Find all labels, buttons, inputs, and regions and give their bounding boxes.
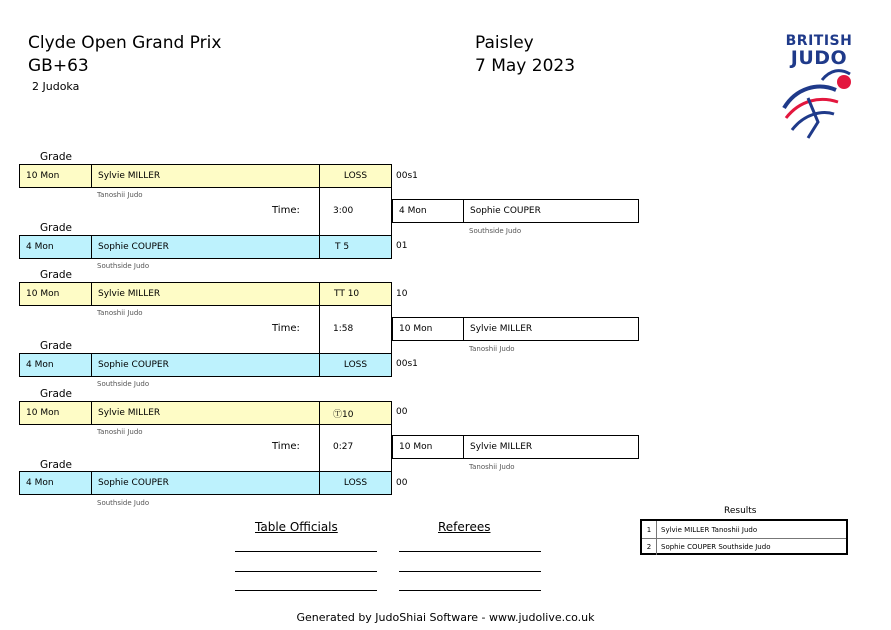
logo-line2: JUDO <box>790 47 848 69</box>
winner-club: Southside Judo <box>469 227 522 235</box>
result-place: 1 <box>642 521 657 538</box>
white-score-code: 10 <box>396 289 408 299</box>
blue-score-code: 00s1 <box>396 359 418 369</box>
bracket-line <box>319 306 320 353</box>
event-date: 7 May 2023 <box>475 56 576 76</box>
event-title: Clyde Open Grand Prix <box>28 33 222 53</box>
grade-label: Grade <box>40 222 73 234</box>
signature-line <box>399 571 541 572</box>
winner-name: Sylvie MILLER <box>463 317 639 341</box>
result-place: 2 <box>642 538 657 555</box>
white-grade: 10 Mon <box>19 164 92 188</box>
logo-line1: BRITISH <box>785 33 853 49</box>
table-officials-label: Table Officials <box>255 520 338 534</box>
results-title: Results <box>724 506 757 516</box>
signature-line <box>399 590 541 591</box>
winner-club: Tanoshii Judo <box>469 345 515 353</box>
match-time: 3:00 <box>333 206 354 216</box>
signature-line <box>235 571 377 572</box>
white-name: Sylvie MILLER <box>91 164 320 188</box>
grade-label: Grade <box>40 151 73 163</box>
blue-grade: 4 Mon <box>19 471 92 495</box>
grade-label: Grade <box>40 459 73 471</box>
time-label: Time: <box>272 205 300 216</box>
white-score: LOSS <box>319 164 392 188</box>
signature-line <box>235 590 377 591</box>
blue-score: LOSS <box>319 353 392 377</box>
white-grade: 10 Mon <box>19 282 92 306</box>
match-time: 0:27 <box>333 442 354 452</box>
blue-score: T 5 <box>319 235 392 259</box>
results-table <box>640 519 848 555</box>
blue-score-code: 00 <box>396 478 408 488</box>
time-label: Time: <box>272 323 300 334</box>
white-grade: 10 Mon <box>19 401 92 425</box>
white-score: TT 10 <box>319 282 392 306</box>
location: Paisley <box>475 33 534 53</box>
blue-club: Southside Judo <box>97 380 150 388</box>
blue-grade: 4 Mon <box>19 235 92 259</box>
match-time: 1:58 <box>333 324 354 334</box>
blue-club: Southside Judo <box>97 499 150 507</box>
category-title: GB+63 <box>28 56 89 76</box>
winner-name: Sophie COUPER <box>463 199 639 223</box>
time-label: Time: <box>272 441 300 452</box>
signature-line <box>399 551 541 552</box>
result-name: Sylvie MILLER Tanoshii Judo <box>661 525 758 534</box>
winner-grade: 10 Mon <box>392 435 464 459</box>
white-name: Sylvie MILLER <box>91 401 320 425</box>
white-club: Tanoshii Judo <box>97 191 143 199</box>
winner-name: Sylvie MILLER <box>463 435 639 459</box>
judo-throw-icon <box>778 68 860 140</box>
british-judo-logo <box>778 34 860 144</box>
winner-grade: 4 Mon <box>392 199 464 223</box>
signature-line <box>235 551 377 552</box>
blue-score: LOSS <box>319 471 392 495</box>
judoka-count: 2 Judoka <box>32 80 80 93</box>
winner-club: Tanoshii Judo <box>469 463 515 471</box>
grade-label: Grade <box>40 340 73 352</box>
result-name: Sophie COUPER Southside Judo <box>661 542 771 551</box>
grade-label: Grade <box>40 388 73 400</box>
winner-grade: 10 Mon <box>392 317 464 341</box>
blue-club: Southside Judo <box>97 262 150 270</box>
bracket-line <box>319 188 320 235</box>
blue-name: Sophie COUPER <box>91 353 320 377</box>
white-score: Ⓣ10 <box>319 401 392 425</box>
blue-name: Sophie COUPER <box>91 235 320 259</box>
white-club: Tanoshii Judo <box>97 309 143 317</box>
blue-score-code: 01 <box>396 241 408 251</box>
footer-credit: Generated by JudoShiai Software - www.judolive.co.uk <box>296 611 595 624</box>
white-name: Sylvie MILLER <box>91 282 320 306</box>
white-score-code: 00s1 <box>396 171 418 181</box>
white-club: Tanoshii Judo <box>97 428 143 436</box>
blue-name: Sophie COUPER <box>91 471 320 495</box>
grade-label: Grade <box>40 269 73 281</box>
white-score-code: 00 <box>396 407 408 417</box>
results-row <box>642 521 846 539</box>
referees-label: Referees <box>438 520 491 534</box>
blue-grade: 4 Mon <box>19 353 92 377</box>
results-row <box>642 538 846 555</box>
bracket-line <box>319 425 320 472</box>
